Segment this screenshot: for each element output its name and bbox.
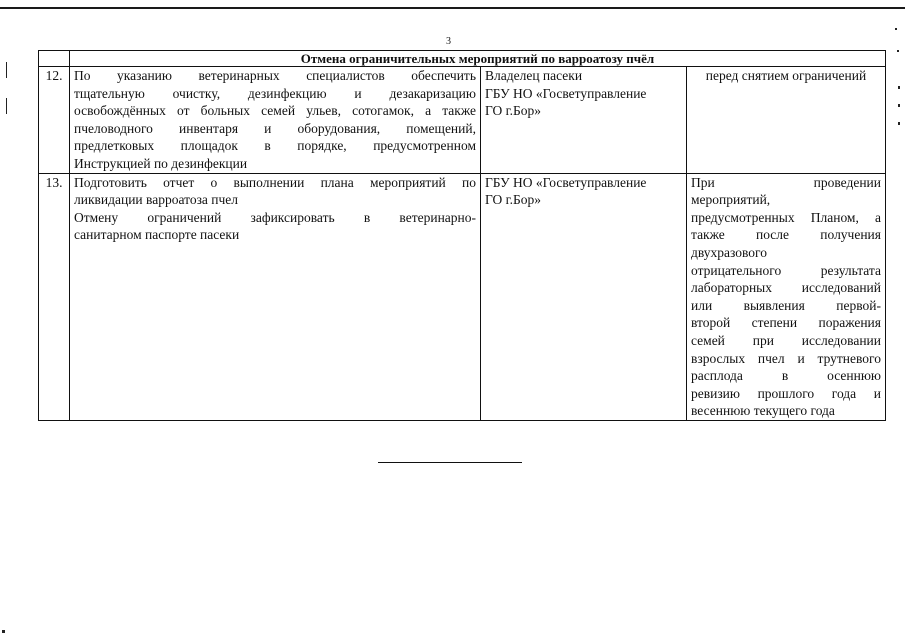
row-number: 12.: [39, 67, 70, 174]
action-cell: [70, 173, 481, 420]
action-line: ликвидации варроатоза пчел: [74, 192, 239, 208]
deadline-cell: [687, 173, 886, 420]
action-line: тщательную очистку, дезинфекцию и дезакаризацию: [74, 85, 476, 101]
table-row: [39, 173, 886, 420]
top-page-rule: [0, 7, 905, 9]
responsible-line: ГО г.Бор»: [485, 192, 541, 208]
action-cell: [70, 67, 481, 174]
responsible-line: ГО г.Бор»: [485, 103, 541, 119]
section-title: Отмена ограничительных мероприятий по варроатозу пчёл: [70, 51, 886, 67]
deadline-line: или выявления первой-: [691, 297, 881, 313]
scan-margin-mark: [6, 62, 7, 78]
deadline-line: лабораторных исследований: [691, 280, 881, 296]
deadline-line: также после получения: [691, 227, 881, 243]
table-row: [39, 67, 886, 174]
section-header-row: [39, 51, 886, 67]
deadline-line: ревизию прошлого года и: [691, 385, 881, 401]
deadline-line: двухразового: [691, 244, 768, 260]
closing-rule: [378, 462, 522, 463]
measures-table: [38, 50, 886, 421]
deadline-line: мероприятий,: [691, 192, 771, 208]
action-line: освобождённых от больных семей ульев, сотогамок, а также: [74, 103, 476, 119]
section-number-cell: [39, 51, 70, 67]
deadline-line: При проведении: [691, 174, 881, 190]
deadline-line: весеннюю текущего года: [691, 403, 835, 419]
deadline-line: отрицательного результата: [691, 262, 881, 278]
responsible-cell: [481, 173, 687, 420]
scan-margin-mark: [6, 98, 7, 114]
scan-margin-mark: [898, 86, 900, 89]
deadline-line: второй степени поражения: [691, 315, 881, 331]
action-line: пчеловодного инвентаря и оборудования, помещений,: [74, 120, 476, 136]
scan-margin-mark: [897, 50, 899, 52]
action-line: Подготовить отчет о выполнении плана мероприятий по: [74, 174, 476, 190]
scan-margin-mark: [895, 28, 897, 30]
action-line: предлетковых площадок в порядке, предусмотренном: [74, 138, 476, 154]
responsible-line: ГБУ НО «Госветуправление: [485, 174, 647, 190]
action-line: Отмену ограничений зафиксировать в ветеринарно-: [74, 209, 476, 225]
deadline-line: взрослых пчел и трутневого: [691, 350, 881, 366]
responsible-cell: [481, 67, 687, 174]
deadline-line: расплода в осеннюю: [691, 368, 881, 384]
page-number: 3: [446, 36, 451, 47]
deadline-line: семей при исследовании: [691, 332, 881, 348]
deadline-line: перед снятием ограничений: [705, 68, 867, 83]
responsible-line: Владелец пасеки: [485, 68, 583, 83]
action-line: санитарном паспорте пасеки: [74, 227, 240, 243]
deadline-cell: [687, 67, 886, 174]
deadline-line: предусмотренных Планом, а: [691, 209, 881, 225]
scan-margin-mark: [898, 104, 900, 107]
responsible-line: ГБУ НО «Госветуправление: [485, 85, 647, 101]
scan-margin-mark: [898, 122, 900, 125]
row-number: 13.: [39, 173, 70, 420]
action-line: По указанию ветеринарных специалистов обеспечить: [74, 68, 476, 83]
scan-margin-mark: [2, 630, 5, 633]
action-line: Инструкцией по дезинфекции: [74, 155, 248, 171]
